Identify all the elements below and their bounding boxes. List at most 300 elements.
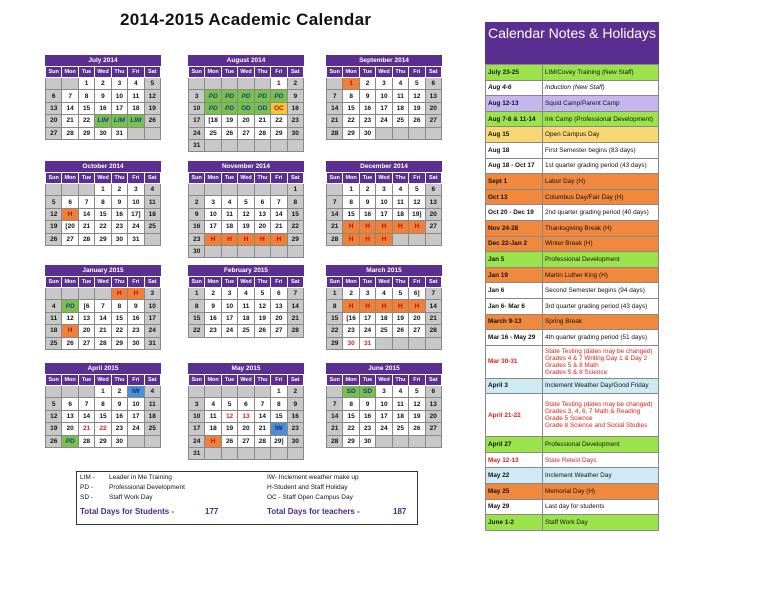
day-cell: 19] bbox=[409, 208, 425, 220]
day-cell: 24 bbox=[359, 325, 375, 337]
month-calendar bbox=[45, 55, 161, 140]
day-cell: 18 bbox=[392, 410, 408, 422]
note-row bbox=[486, 189, 659, 205]
teachers-total-value: 187 bbox=[393, 507, 407, 516]
weekday-header: Sun bbox=[46, 375, 62, 386]
empty-day-cell bbox=[205, 245, 221, 257]
day-cell: 29 bbox=[327, 337, 343, 349]
weekday-header: Wed bbox=[238, 173, 254, 184]
day-cell: 4 bbox=[46, 300, 62, 312]
month-title: October 2014 bbox=[45, 161, 161, 172]
empty-day-cell bbox=[221, 184, 237, 196]
note-date: Sept 1 bbox=[486, 174, 543, 190]
day-cell: [18 bbox=[205, 115, 221, 127]
day-cell: 4 bbox=[392, 386, 408, 398]
note-text: Martin Luther King (H) bbox=[543, 267, 659, 283]
day-cell: 17 bbox=[359, 312, 375, 324]
weekday-header: Sat bbox=[287, 67, 303, 78]
day-cell: 3 bbox=[189, 90, 205, 102]
day-cell: 25 bbox=[392, 423, 408, 435]
empty-day-cell bbox=[144, 127, 160, 139]
day-cell: 17 bbox=[376, 410, 392, 422]
weekday-header: Thu bbox=[392, 277, 408, 288]
day-cell: 27 bbox=[78, 337, 94, 349]
day-cell: 18 bbox=[144, 410, 160, 422]
weekday-header: Thu bbox=[254, 67, 270, 78]
weekday-header: Sun bbox=[189, 375, 205, 386]
day-cell: 20 bbox=[425, 410, 441, 422]
legend-lim-desc: Leader in Me Training bbox=[109, 474, 172, 481]
day-cell: 14 bbox=[425, 300, 441, 312]
day-cell: H bbox=[254, 233, 270, 245]
weekday-header: Tue bbox=[78, 375, 94, 386]
day-cell: 27 bbox=[425, 423, 441, 435]
month-title: May 2015 bbox=[188, 363, 304, 374]
note-date: May 22 bbox=[486, 468, 543, 484]
weekday-header: Thu bbox=[111, 375, 127, 386]
weekday-header: Sat bbox=[144, 173, 160, 184]
note-text bbox=[543, 394, 659, 437]
day-cell: 23 bbox=[287, 115, 303, 127]
empty-day-cell bbox=[189, 386, 205, 398]
note-row bbox=[486, 96, 659, 112]
month-calendar bbox=[188, 265, 304, 338]
empty-day-cell bbox=[392, 127, 408, 139]
note-row bbox=[486, 236, 659, 252]
day-cell: LIM bbox=[128, 115, 144, 127]
day-cell: 20 bbox=[46, 115, 62, 127]
day-cell: 13 bbox=[46, 102, 62, 114]
note-date: April 27 bbox=[486, 437, 543, 453]
day-cell: 11 bbox=[205, 410, 221, 422]
weekday-header: Mon bbox=[205, 375, 221, 386]
weekday-header: Sun bbox=[327, 173, 343, 184]
note-date: March 9-13 bbox=[486, 314, 543, 330]
day-cell: 8 bbox=[343, 196, 359, 208]
day-cell: 18 bbox=[46, 325, 62, 337]
weekday-header: Sun bbox=[327, 67, 343, 78]
day-cell: 8 bbox=[78, 90, 94, 102]
day-cell: 1 bbox=[189, 288, 205, 300]
day-cell: 23 bbox=[111, 221, 127, 233]
empty-day-cell bbox=[221, 245, 237, 257]
day-cell: 19 bbox=[46, 221, 62, 233]
day-cell: 20 bbox=[271, 312, 287, 324]
legend-pd-desc: Professional Development bbox=[109, 484, 185, 491]
day-cell: 16 bbox=[287, 410, 303, 422]
month-title: December 2014 bbox=[326, 161, 442, 172]
day-cell: 15 bbox=[343, 102, 359, 114]
empty-day-cell bbox=[254, 447, 270, 459]
day-cell: 27 bbox=[238, 127, 254, 139]
day-cell: 3 bbox=[128, 184, 144, 196]
note-line: Grade 8 Science and Social Studies bbox=[545, 422, 648, 430]
note-text: Second Semester begins (94 days) bbox=[543, 283, 659, 299]
day-cell: 16 bbox=[359, 102, 375, 114]
day-cell: 12 bbox=[62, 312, 78, 324]
weekday-header: Sat bbox=[425, 67, 441, 78]
day-cell: 4 bbox=[144, 386, 160, 398]
day-cell: 28 bbox=[287, 325, 303, 337]
empty-day-cell bbox=[205, 78, 221, 90]
month-calendar bbox=[188, 55, 304, 152]
day-cell: 21 bbox=[271, 221, 287, 233]
empty-day-cell bbox=[62, 78, 78, 90]
day-cell: 7 bbox=[327, 398, 343, 410]
weekday-header: Thu bbox=[392, 173, 408, 184]
day-cell: 11 bbox=[392, 398, 408, 410]
month-title: November 2014 bbox=[188, 161, 304, 172]
day-cell: 9 bbox=[287, 90, 303, 102]
weekday-header: Fri bbox=[128, 277, 144, 288]
note-text: Ink Camp (Professional Development) bbox=[543, 111, 659, 127]
legend-lim-code: LIM - bbox=[80, 474, 95, 481]
day-cell: OD bbox=[238, 102, 254, 114]
day-cell: IW bbox=[271, 423, 287, 435]
day-cell: 6 bbox=[425, 184, 441, 196]
weekday-header: Tue bbox=[359, 173, 375, 184]
day-cell: 23 bbox=[287, 423, 303, 435]
day-cell: 16 bbox=[111, 208, 127, 220]
day-cell: 22 bbox=[327, 325, 343, 337]
note-date: Jan 6- Mar 6 bbox=[486, 298, 543, 314]
month-calendar bbox=[188, 161, 304, 258]
day-cell: 10 bbox=[205, 208, 221, 220]
weekday-header: Sat bbox=[425, 277, 441, 288]
empty-day-cell bbox=[238, 78, 254, 90]
day-cell: 4 bbox=[144, 184, 160, 196]
note-row bbox=[486, 252, 659, 268]
day-cell: 17] bbox=[128, 208, 144, 220]
day-cell: 18 bbox=[205, 423, 221, 435]
day-cell: H bbox=[238, 233, 254, 245]
day-cell: 5 bbox=[254, 288, 270, 300]
empty-day-cell bbox=[78, 288, 94, 300]
day-cell: 18 bbox=[144, 208, 160, 220]
day-cell: 22 bbox=[271, 115, 287, 127]
weekday-header: Tue bbox=[359, 277, 375, 288]
day-cell: 22 bbox=[287, 221, 303, 233]
day-cell: 15 bbox=[95, 208, 111, 220]
day-cell: PD bbox=[205, 102, 221, 114]
day-cell: PD bbox=[221, 90, 237, 102]
day-cell: 15 bbox=[78, 102, 94, 114]
day-cell: 10 bbox=[111, 90, 127, 102]
day-cell: H bbox=[376, 300, 392, 312]
day-cell: 15 bbox=[343, 208, 359, 220]
empty-day-cell bbox=[254, 184, 270, 196]
day-cell: 18 bbox=[221, 221, 237, 233]
day-cell: 6 bbox=[62, 196, 78, 208]
day-cell: 22 bbox=[95, 423, 111, 435]
weekday-header: Tue bbox=[221, 173, 237, 184]
day-cell: 16 bbox=[359, 208, 375, 220]
day-cell: 6] bbox=[409, 288, 425, 300]
day-cell: H bbox=[62, 208, 78, 220]
note-text: Spring Break bbox=[543, 314, 659, 330]
day-cell: 30 bbox=[287, 127, 303, 139]
day-cell: 28 bbox=[327, 233, 343, 245]
day-cell: 20 bbox=[238, 115, 254, 127]
day-cell: 29 bbox=[343, 435, 359, 447]
day-cell: 8 bbox=[95, 398, 111, 410]
note-row bbox=[486, 80, 659, 96]
day-cell: 7 bbox=[78, 196, 94, 208]
day-cell: 21 bbox=[327, 221, 343, 233]
note-line: Grades 3, 4, 6, 7 Math & Reading bbox=[545, 408, 641, 416]
day-cell: 9 bbox=[359, 398, 375, 410]
day-cell: 5 bbox=[238, 196, 254, 208]
day-cell: H bbox=[128, 288, 144, 300]
empty-day-cell bbox=[271, 184, 287, 196]
day-cell: 10 bbox=[376, 196, 392, 208]
day-cell: 30 bbox=[128, 337, 144, 349]
legend-oc: OC - Staff Open Campus Day bbox=[267, 494, 353, 501]
weekday-header: Thu bbox=[392, 67, 408, 78]
empty-day-cell bbox=[46, 78, 62, 90]
day-cell: 3 bbox=[205, 196, 221, 208]
day-cell: 15 bbox=[343, 410, 359, 422]
day-cell: 15 bbox=[287, 208, 303, 220]
day-cell: 17 bbox=[128, 410, 144, 422]
note-text: Staff Work Day bbox=[543, 515, 659, 531]
day-cell: 30 bbox=[95, 127, 111, 139]
day-cell: 16 bbox=[205, 312, 221, 324]
weekday-header: Wed bbox=[95, 67, 111, 78]
day-cell: 28 bbox=[62, 127, 78, 139]
month-calendar bbox=[326, 161, 442, 246]
empty-day-cell bbox=[238, 245, 254, 257]
day-cell: 23 bbox=[189, 233, 205, 245]
day-cell: OD bbox=[254, 102, 270, 114]
day-cell: 11 bbox=[392, 196, 408, 208]
day-cell: 19 bbox=[392, 312, 408, 324]
day-cell: 19 bbox=[409, 410, 425, 422]
weekday-header: Mon bbox=[343, 173, 359, 184]
day-cell: 17 bbox=[376, 208, 392, 220]
legend-pd-code: PD - bbox=[80, 484, 93, 491]
note-date: Oct 13 bbox=[486, 189, 543, 205]
empty-day-cell bbox=[95, 288, 111, 300]
weekday-header: Sat bbox=[287, 375, 303, 386]
day-cell: 4 bbox=[392, 184, 408, 196]
day-cell: 2 bbox=[95, 78, 111, 90]
weekday-header: Fri bbox=[128, 67, 144, 78]
empty-day-cell bbox=[409, 233, 425, 245]
day-cell: 29 bbox=[287, 233, 303, 245]
students-total-value: 177 bbox=[205, 507, 219, 516]
day-cell: 1 bbox=[327, 288, 343, 300]
day-cell: 10 bbox=[189, 102, 205, 114]
day-cell: 23 bbox=[111, 423, 127, 435]
empty-day-cell bbox=[78, 184, 94, 196]
day-cell: 14 bbox=[327, 208, 343, 220]
day-cell: 23 bbox=[359, 423, 375, 435]
empty-day-cell bbox=[221, 386, 237, 398]
note-line: Grades 5 & 8 Science bbox=[545, 368, 608, 376]
day-cell: 5 bbox=[144, 78, 160, 90]
day-cell: 24 bbox=[144, 325, 160, 337]
month-calendar bbox=[45, 161, 161, 246]
weekday-header: Mon bbox=[62, 173, 78, 184]
day-cell: 6 bbox=[425, 386, 441, 398]
students-total-label: Total Days for Students - bbox=[80, 507, 175, 516]
day-cell: 9 bbox=[128, 300, 144, 312]
empty-day-cell bbox=[254, 245, 270, 257]
weekday-header: Mon bbox=[205, 173, 221, 184]
weekday-header: Wed bbox=[95, 173, 111, 184]
empty-day-cell bbox=[425, 233, 441, 245]
legend-sd-desc: Staff Work Day bbox=[109, 494, 153, 501]
day-cell: PD bbox=[205, 90, 221, 102]
day-cell: 29 bbox=[95, 233, 111, 245]
day-cell: 1 bbox=[271, 386, 287, 398]
day-cell: 9 bbox=[359, 90, 375, 102]
weekday-header: Thu bbox=[254, 173, 270, 184]
note-date: Jan 19 bbox=[486, 267, 543, 283]
day-cell: 12 bbox=[144, 90, 160, 102]
day-cell: 27 bbox=[425, 115, 441, 127]
day-cell: 10 bbox=[376, 90, 392, 102]
note-text: Induction (New Staff) bbox=[543, 80, 659, 96]
day-cell: 31 bbox=[189, 447, 205, 459]
month-title: February 2015 bbox=[188, 265, 304, 276]
day-cell: 28 bbox=[95, 337, 111, 349]
day-cell: 14 bbox=[271, 208, 287, 220]
weekday-header: Mon bbox=[343, 277, 359, 288]
day-cell: 31 bbox=[144, 337, 160, 349]
day-cell: 15 bbox=[95, 410, 111, 422]
day-cell: 8 bbox=[189, 300, 205, 312]
day-cell: 26 bbox=[144, 115, 160, 127]
note-text: Columbus Day/Fair Day (H) bbox=[543, 189, 659, 205]
note-date: Mar 30-31 bbox=[486, 345, 543, 378]
day-cell: 27 bbox=[238, 435, 254, 447]
day-cell: 19 bbox=[46, 423, 62, 435]
day-cell: 14 bbox=[78, 410, 94, 422]
day-cell: 3 bbox=[144, 288, 160, 300]
note-date: Aug 18 bbox=[486, 142, 543, 158]
legend bbox=[76, 471, 418, 525]
day-cell: 1 bbox=[95, 184, 111, 196]
note-line: State Testing (dates may be changed) bbox=[545, 401, 653, 409]
empty-day-cell bbox=[392, 435, 408, 447]
day-cell: 1 bbox=[343, 78, 359, 90]
note-text: Thanksgiving Break (H) bbox=[543, 220, 659, 236]
weekday-header: Sun bbox=[189, 277, 205, 288]
day-cell: 13 bbox=[425, 398, 441, 410]
day-cell: 6 bbox=[425, 78, 441, 90]
day-cell: 13 bbox=[425, 90, 441, 102]
empty-day-cell bbox=[238, 184, 254, 196]
day-cell: 16 bbox=[95, 102, 111, 114]
empty-day-cell bbox=[254, 139, 270, 151]
empty-day-cell bbox=[46, 184, 62, 196]
weekday-header: Sun bbox=[327, 375, 343, 386]
weekday-header: Sat bbox=[425, 375, 441, 386]
note-date: July 23-25 bbox=[486, 65, 543, 81]
month-title: September 2014 bbox=[326, 55, 442, 66]
legend-sd-code: SD - bbox=[80, 494, 93, 501]
day-cell: 2 bbox=[287, 78, 303, 90]
note-row bbox=[486, 330, 659, 346]
day-cell: 26 bbox=[221, 435, 237, 447]
note-text: 3rd quarter grading period (43 days) bbox=[543, 298, 659, 314]
day-cell: 14 bbox=[78, 208, 94, 220]
day-cell: 19 bbox=[238, 221, 254, 233]
day-cell: H bbox=[409, 221, 425, 233]
day-cell: 22 bbox=[189, 325, 205, 337]
weekday-header: Sat bbox=[144, 67, 160, 78]
weekday-header: Mon bbox=[343, 375, 359, 386]
day-cell: 25 bbox=[144, 423, 160, 435]
day-cell: 7 bbox=[287, 288, 303, 300]
day-cell: H bbox=[343, 221, 359, 233]
day-cell: 21 bbox=[95, 325, 111, 337]
day-cell: 9 bbox=[287, 398, 303, 410]
day-cell: 8 bbox=[111, 300, 127, 312]
empty-day-cell bbox=[287, 447, 303, 459]
day-cell: H bbox=[359, 233, 375, 245]
day-cell: IW bbox=[128, 386, 144, 398]
day-cell: 16 bbox=[189, 221, 205, 233]
day-cell: 6 bbox=[238, 398, 254, 410]
note-text: Open Campus Day bbox=[543, 127, 659, 143]
note-row bbox=[486, 345, 659, 378]
note-row bbox=[486, 452, 659, 468]
day-cell: 24 bbox=[128, 221, 144, 233]
day-cell: 25 bbox=[46, 337, 62, 349]
day-cell: 21 bbox=[287, 312, 303, 324]
note-text: Inclement Weather Day bbox=[543, 468, 659, 484]
weekday-header: Sun bbox=[189, 173, 205, 184]
day-cell: 12 bbox=[409, 196, 425, 208]
note-date: Jan 6 bbox=[486, 283, 543, 299]
day-cell: 6 bbox=[271, 288, 287, 300]
empty-day-cell bbox=[271, 447, 287, 459]
note-row bbox=[486, 394, 659, 437]
empty-day-cell bbox=[62, 184, 78, 196]
day-cell: 29] bbox=[271, 435, 287, 447]
note-text: Professional Development bbox=[543, 437, 659, 453]
empty-day-cell bbox=[271, 139, 287, 151]
day-cell: 18 bbox=[238, 312, 254, 324]
day-cell: 23 bbox=[128, 325, 144, 337]
note-text: Last day for students bbox=[543, 499, 659, 515]
day-cell: 7 bbox=[62, 90, 78, 102]
day-cell: 28 bbox=[254, 127, 270, 139]
day-cell: 3 bbox=[111, 78, 127, 90]
weekday-header: Tue bbox=[221, 67, 237, 78]
day-cell: 10 bbox=[128, 398, 144, 410]
empty-day-cell bbox=[271, 245, 287, 257]
weekday-header: Thu bbox=[111, 277, 127, 288]
empty-day-cell bbox=[238, 139, 254, 151]
day-cell: SD bbox=[343, 386, 359, 398]
day-cell: 19 bbox=[221, 115, 237, 127]
day-cell: OC bbox=[271, 102, 287, 114]
day-cell: 2 bbox=[111, 386, 127, 398]
day-cell: LIM bbox=[111, 115, 127, 127]
day-cell: 28 bbox=[254, 435, 270, 447]
note-date: June 1-2 bbox=[486, 515, 543, 531]
day-cell: 17 bbox=[221, 312, 237, 324]
day-cell: 27 bbox=[46, 127, 62, 139]
day-cell: 20 bbox=[425, 208, 441, 220]
weekday-header: Tue bbox=[359, 375, 375, 386]
note-row bbox=[486, 267, 659, 283]
note-row bbox=[486, 111, 659, 127]
